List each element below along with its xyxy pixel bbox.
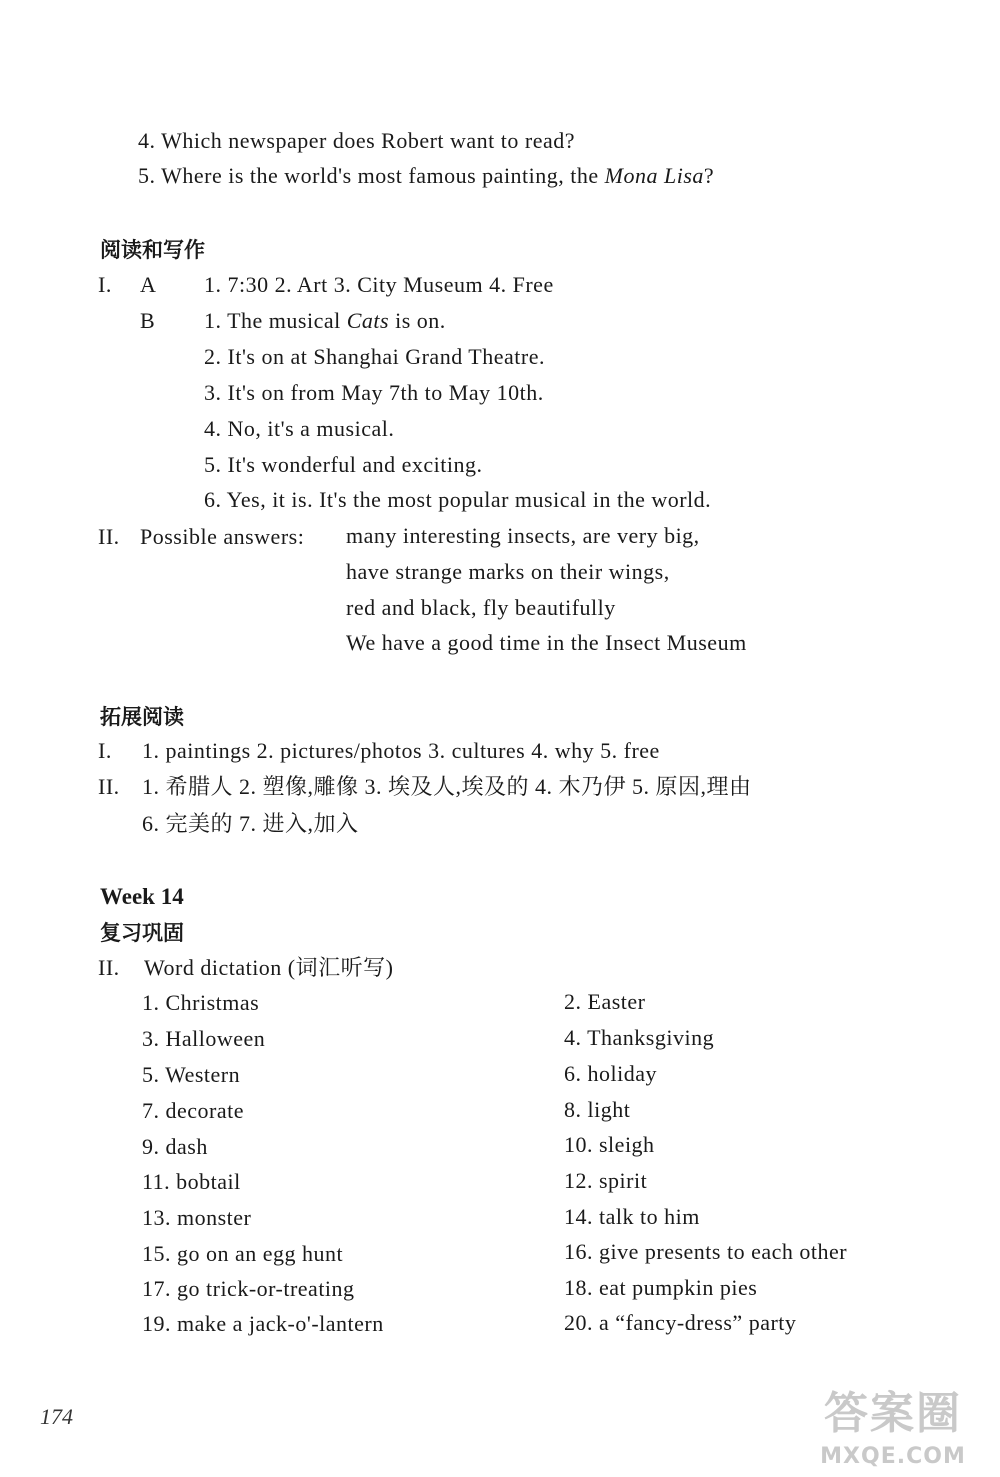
dictation-item: 14. talk to him [564,1204,700,1229]
question-4: 4. Which newspaper does Robert want to read? [138,128,576,153]
dictation-item: 19. make a jack-o'-lantern [142,1311,384,1336]
part-2-label: II. [98,524,120,549]
section-a-label: A [140,272,157,297]
section-b-answer-2: 2. It's on at Shanghai Grand Theatre. [204,344,545,369]
reading-writing-heading: 阅读和写作 [100,238,205,262]
question-5-italic-title: Mona Lisa [604,163,704,188]
section-b-answer-4: 4. No, it's a musical. [204,416,395,441]
b1-italic-title: Cats [346,308,390,333]
extended-ii-answers-2: 6. 完美的 7. 进入,加入 [142,811,359,836]
dictation-item: 10. sleigh [564,1132,655,1157]
review-heading: 复习巩固 [100,921,184,945]
question-5-end: ? [703,163,715,188]
possible-answers-label: Possible answers: [140,524,305,549]
dictation-item: 18. eat pumpkin pies [564,1275,758,1300]
site-watermark [798,1377,988,1469]
extended-ii-answers-1: 1. 希腊人 2. 塑像,雕像 3. 埃及人,埃及的 4. 木乃伊 5. 原因,理由 [142,774,752,799]
watermark-title: 答案圈 [824,1388,962,1439]
dictation-item: 1. Christmas [142,990,260,1015]
possible-answer-line-3: red and black, fly beautifully [346,595,616,620]
dictation-item: 2. Easter [564,989,646,1014]
section-b-answer-5: 5. It's wonderful and exciting. [204,452,483,477]
dictation-item: 4. Thanksgiving [564,1025,715,1050]
section-b-answer-6: 6. Yes, it is. It's the most popular musical in the world. [204,487,712,512]
dictation-item: 17. go trick-or-treating [142,1276,355,1301]
dictation-item: 6. holiday [564,1061,657,1086]
section-b-answer-1 [204,307,446,335]
watermark-url: MXQE.COM [820,1444,966,1469]
section-a-answers: 1. 7:30 2. Art 3. City Museum 4. Free [204,272,554,297]
extended-ii-label: II. [98,774,120,799]
possible-answer-line-4: We have a good time in the Insect Museum [346,630,747,655]
b1-text: 1. The musical [204,308,347,333]
part-1-label: I. [98,272,112,297]
dictation-item: 20. a “fancy-dress” party [564,1310,797,1335]
dictation-title: Word dictation (词汇听写) [144,955,394,980]
dictation-item: 15. go on an egg hunt [142,1241,344,1266]
section-b-answer-3: 3. It's on from May 7th to May 10th. [204,380,544,405]
dictation-item: 7. decorate [142,1098,244,1123]
extended-reading-heading: 拓展阅读 [100,705,184,729]
extended-i-label: I. [98,738,112,763]
dictation-item: 16. give presents to each other [564,1239,848,1264]
dictation-item: 13. monster [142,1205,252,1230]
dictation-item: 3. Halloween [142,1026,266,1051]
dictation-item: 12. spirit [564,1168,648,1193]
section-b-label: B [140,308,156,333]
dictation-label: II. [98,955,120,980]
possible-answer-line-2: have strange marks on their wings, [346,559,670,584]
b1-end: is on. [389,308,446,333]
dictation-item: 9. dash [142,1134,208,1159]
possible-answer-line-1: many interesting insects, are very big, [346,523,700,548]
question-5-text: 5. Where is the world's most famous painting, the [138,163,605,188]
extended-i-answers: 1. paintings 2. pictures/photos 3. cultures 4. why 5. free [142,738,660,763]
dictation-item: 5. Western [142,1062,241,1087]
dictation-item: 8. light [564,1097,631,1122]
week-title: Week 14 [100,884,184,909]
dictation-item: 11. bobtail [142,1169,241,1194]
page-number: 174 [40,1404,73,1429]
question-5 [138,162,714,190]
